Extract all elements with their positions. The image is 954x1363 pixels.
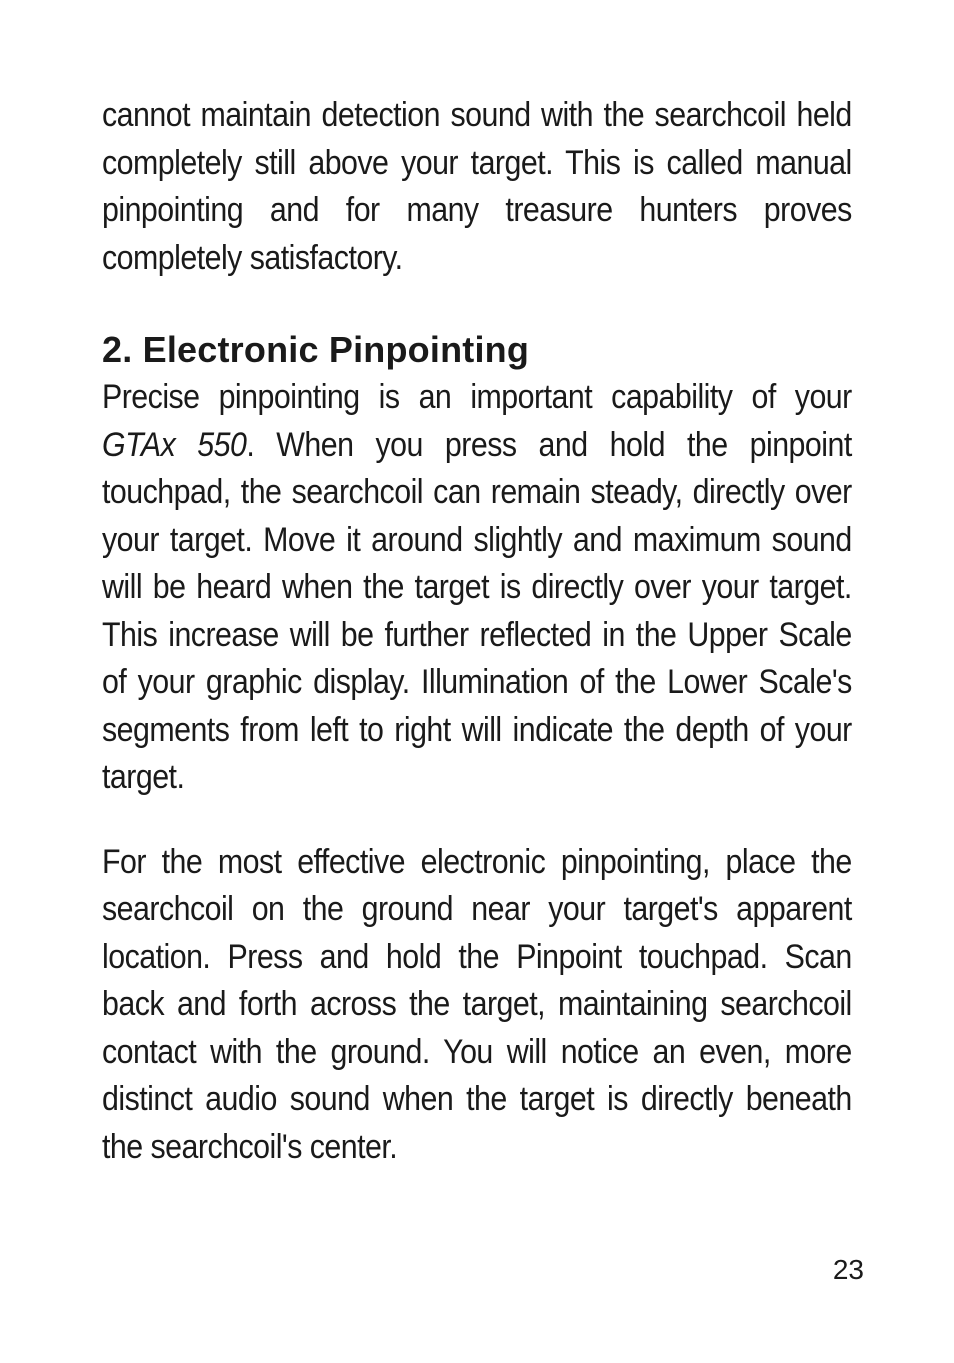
- model-name: GTAx 550: [102, 425, 247, 464]
- manual-page: [102, 92, 852, 1171]
- paragraph-manual-pinpointing: cannot maintain detection sound with the searchcoil held completely still above your target. This is called manual pinpointing and for many treasure hunters proves completely satisfactory.: [102, 96, 852, 277]
- paragraph-lead-text: Precise pinpointing is an important capability of your: [102, 378, 852, 416]
- paragraph-rest-text: . When you press and hold the pinpoint touchpad, the searchcoil can remain steady, directly over your target. Move it around slightly and maximum sound will be heard when the target is directly over your target. This increase will be further reflected in the Upper Scale of your graphic display. Illumination of the Lower Scale's segments from left to right will indicate the depth of your target.: [102, 425, 852, 796]
- paragraph-effective-pinpointing: For the most effective electronic pinpointing, place the searchcoil on the ground near your target's apparent location. Press and hold the Pinpoint touchpad. Scan back and forth across the target, maintaining searchcoil contact with the ground. You will notice an even, more distinct audio sound when the target is directly beneath the searchcoil's center.: [102, 842, 852, 1166]
- page-number: 23: [832, 1254, 864, 1285]
- section-heading: 2. Electronic Pinpointing: [102, 329, 530, 370]
- paragraph-electronic-pinpointing: [102, 374, 852, 802]
